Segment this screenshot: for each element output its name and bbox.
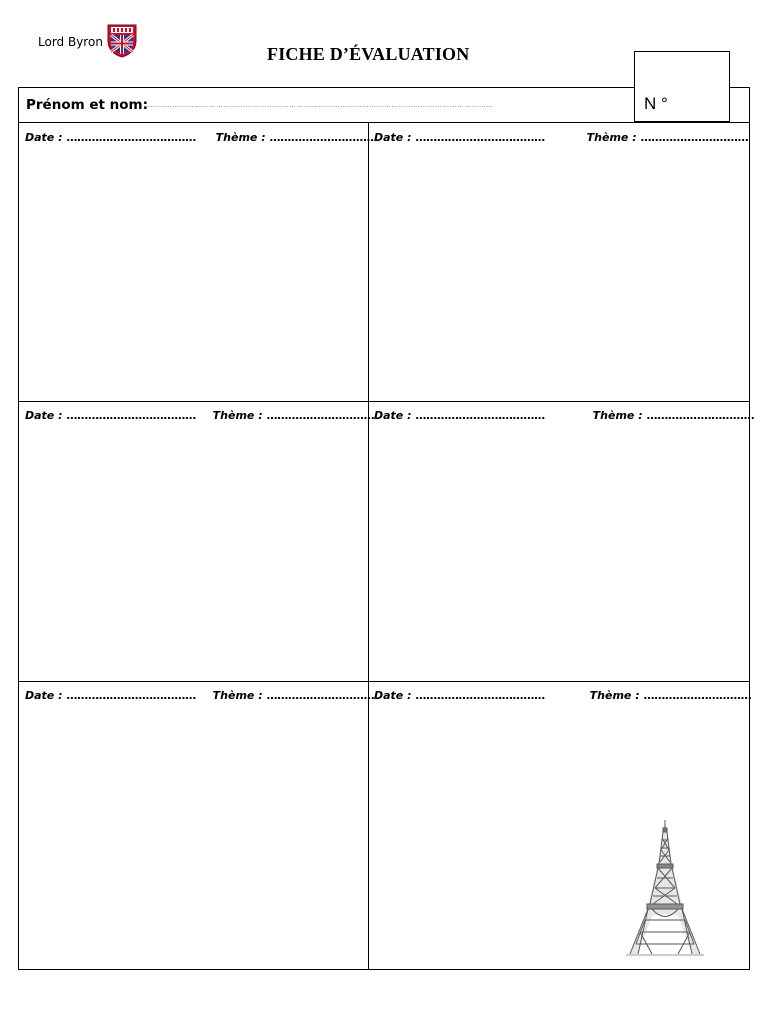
date-field[interactable]: ……………………………… [66,689,196,702]
date-label: Date : [25,689,63,702]
grid-horizontal-divider [19,401,749,402]
cell-header[interactable] [374,131,748,144]
date-field[interactable]: ……………………………… [415,131,545,144]
date-field[interactable]: ……………………………… [415,409,545,422]
cell-header[interactable] [374,689,751,702]
date-field[interactable]: ……………………………… [66,131,196,144]
name-label: Prénom et nom: [26,97,149,113]
number-box[interactable] [634,51,730,122]
theme-label: Thème : [592,409,643,422]
theme-label: Thème : [212,689,263,702]
cell-header[interactable] [25,409,374,422]
date-label: Date : [374,689,412,702]
grid-vertical-divider [368,123,369,969]
school-logo [38,24,137,58]
lord-byron-shield-icon [107,24,137,58]
cell-header[interactable] [374,409,754,422]
date-field[interactable]: ……………………………… [415,689,545,702]
date-field[interactable]: ……………………………… [66,409,196,422]
name-field-dots[interactable]: ……………………………………………………………………………………………………………………………… [143,102,494,109]
theme-field[interactable]: ………………………… [643,689,752,702]
date-label: Date : [25,131,63,144]
theme-label: Thème : [212,409,263,422]
number-label: N ° [644,94,668,113]
title-text: FICHE D’ÉVALUATION [267,44,470,64]
cell-header[interactable] [25,689,374,702]
date-label: Date : [374,409,412,422]
theme-label: Thème : [215,131,266,144]
eiffel-tower-icon [626,820,704,958]
theme-field[interactable]: ………………………… [269,131,378,144]
theme-field[interactable]: ………………………… [266,409,375,422]
theme-label: Thème : [589,689,640,702]
date-label: Date : [374,131,412,144]
theme-field[interactable]: ………………………… [640,131,749,144]
theme-label: Thème : [586,131,637,144]
grid-horizontal-divider [19,681,749,682]
page-title [267,44,469,65]
theme-field[interactable]: ………………………… [646,409,755,422]
logo-text: Lord Byron [38,35,103,49]
cell-header[interactable] [25,131,377,144]
theme-field[interactable]: ………………………… [266,689,375,702]
date-label: Date : [25,409,63,422]
